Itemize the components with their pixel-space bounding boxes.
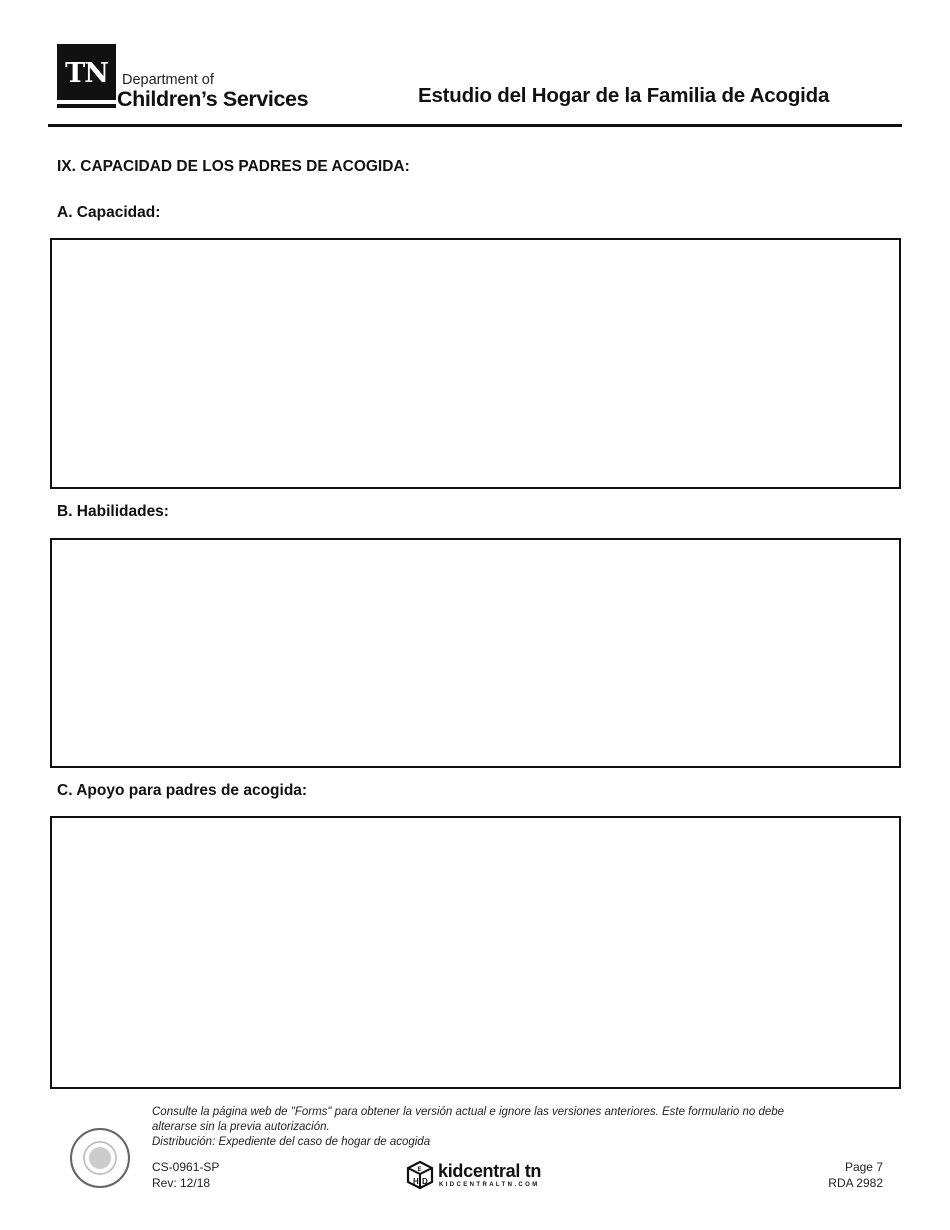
logo-agency-name: Children’s Services xyxy=(117,87,309,111)
form-revision: Rev: 12/18 xyxy=(152,1176,211,1190)
rda-number: RDA 2982 xyxy=(828,1176,883,1190)
kidcentral-name: kidcentral tn xyxy=(438,1161,542,1181)
kidcentral-url: KIDCENTRALTN.COM xyxy=(439,1182,540,1188)
page-number: Page 7 xyxy=(844,1160,883,1174)
seal-center xyxy=(89,1147,111,1169)
header-divider xyxy=(48,124,902,127)
svg-text:D: D xyxy=(422,1177,428,1186)
habilidades-input-box[interactable] xyxy=(50,538,901,768)
svg-text:H: H xyxy=(413,1177,419,1186)
footer-note-line1: Consulte la página web de "Forms" para obtener la versión actual e ignore las versiones anteriores. Este formulario no debe xyxy=(152,1106,785,1118)
tn-logo-mark: TN xyxy=(57,44,116,100)
cube-icon xyxy=(405,1160,435,1190)
habilidades-label: B. Habilidades: xyxy=(57,503,169,520)
document-title: Estudio del Hogar de la Familia de Acogida xyxy=(418,84,830,107)
logo-department-text: Department of xyxy=(122,72,214,88)
apoyo-label: C. Apoyo para padres de acogida: xyxy=(57,782,308,799)
capacidad-input-box[interactable] xyxy=(50,238,901,489)
logo-underline xyxy=(57,104,116,108)
apoyo-input-box[interactable] xyxy=(50,816,901,1089)
page-info xyxy=(828,1159,883,1191)
svg-text:E: E xyxy=(417,1167,422,1173)
capacidad-label: A. Capacidad: xyxy=(57,204,161,221)
section-title: IX. CAPACIDAD DE LOS PADRES DE ACOGIDA: xyxy=(57,158,410,175)
footer-note-line2: alterarse sin la previa autorización. xyxy=(152,1121,330,1133)
form-info xyxy=(152,1159,219,1191)
footer-note xyxy=(152,1105,852,1150)
form-number: CS-0961-SP xyxy=(152,1160,220,1174)
footer-distribution: Distribución: Expediente del caso de hogar de acogida xyxy=(152,1136,431,1148)
state-seal-icon xyxy=(70,1128,130,1188)
